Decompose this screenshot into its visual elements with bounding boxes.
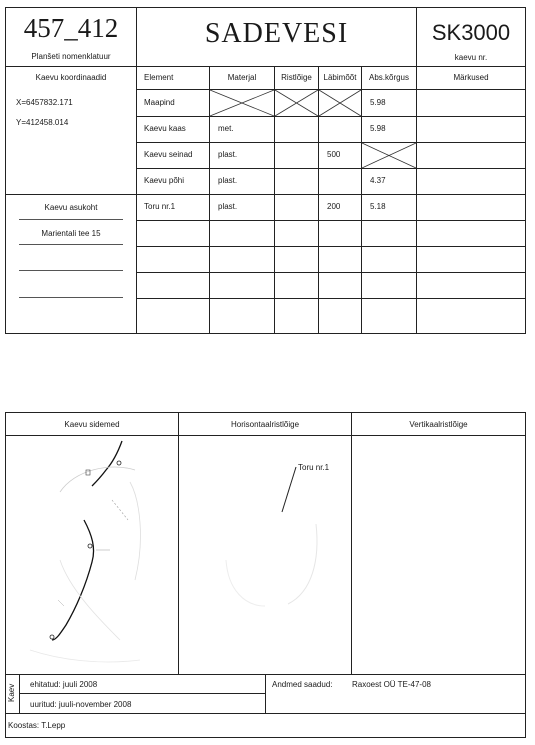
- footer-row-divider: [19, 693, 265, 694]
- well-marker-icon: [50, 635, 54, 639]
- table-cell-diameter: 200: [327, 202, 341, 211]
- section-title-vertical: Vertikaalristlõige: [409, 420, 468, 429]
- header-material: Materjal: [227, 73, 257, 82]
- table-cell-element: Maapind: [144, 98, 175, 107]
- footer-side-divider: [19, 674, 20, 714]
- dimension-line: [112, 500, 128, 520]
- section-title-ties: Kaevu sidemed: [64, 420, 120, 429]
- dimension-line: [58, 600, 64, 606]
- table-cell-element: Kaevu kaas: [144, 124, 186, 133]
- faint-outline: [130, 482, 140, 580]
- table-cell-element: Toru nr.1: [144, 202, 176, 211]
- data-source-label: Andmed saadud:: [272, 680, 333, 689]
- faint-outline: [288, 524, 317, 604]
- well-number-label: kaevu nr.: [454, 53, 488, 62]
- surveyed-date: uuritud: juuli-november 2008: [30, 700, 132, 709]
- table-cell-material: plast.: [218, 150, 238, 159]
- table-cell-abs-height: 5.18: [370, 202, 386, 211]
- table-cell-abs-height: 5.98: [370, 124, 386, 133]
- header-diameter: Läbimõõt: [323, 73, 357, 82]
- faint-outline: [30, 650, 140, 662]
- well-marker-icon: [88, 544, 92, 548]
- nomenclature-number: 457_412: [23, 13, 119, 43]
- faint-outline: [60, 560, 120, 640]
- footer-middle-divider: [265, 674, 266, 714]
- table-cell-material: met.: [218, 124, 234, 133]
- table-cell-material: plast.: [218, 176, 238, 185]
- pipe-path-upper: [92, 441, 122, 486]
- coordinate-x: X=6457832.171: [16, 98, 73, 107]
- ties-sketch: [30, 441, 140, 662]
- faint-outline: [226, 560, 265, 606]
- pipe-label: Toru nr.1: [298, 463, 330, 472]
- compiler: Koostas: T.Lepp: [8, 721, 66, 730]
- horizontal-section-sketch: [226, 467, 317, 606]
- header-remarks: Märkused: [453, 73, 489, 82]
- drawing-title: SADEVESI: [204, 18, 349, 49]
- table-cell-abs-height: 4.37: [370, 176, 386, 185]
- table-cell-element: Kaevu seinad: [144, 150, 193, 159]
- footer-side-label: Kaev: [7, 683, 16, 702]
- coordinate-y: Y=412458.014: [16, 118, 69, 127]
- table-cell-abs-height: 5.98: [370, 98, 386, 107]
- location-address: Marientali tee 15: [41, 229, 101, 238]
- header-element: Element: [144, 73, 174, 82]
- table-cell-diameter: 500: [327, 150, 341, 159]
- well-marker-icon: [117, 461, 121, 465]
- header-cross-section: Ristlõige: [281, 73, 312, 82]
- table-cell-element: Kaevu põhi: [144, 176, 185, 185]
- nomenclature-label: Planšeti nomenklatuur: [31, 52, 111, 61]
- location-label: Kaevu asukoht: [44, 203, 98, 212]
- well-number: SK3000: [431, 20, 511, 45]
- coordinates-label: Kaevu koordinaadid: [35, 73, 107, 82]
- pipe-path-lower: [52, 520, 94, 640]
- data-source-value: Raxoest OÜ TE-47-08: [352, 680, 431, 689]
- header-abs-height: Abs.kõrgus: [368, 73, 410, 82]
- built-date: ehitatud: juuli 2008: [30, 680, 98, 689]
- pipe-line: [282, 467, 296, 512]
- section-title-horizontal: Horisontaalristlõige: [230, 420, 300, 429]
- table-cell-material: plast.: [218, 202, 238, 211]
